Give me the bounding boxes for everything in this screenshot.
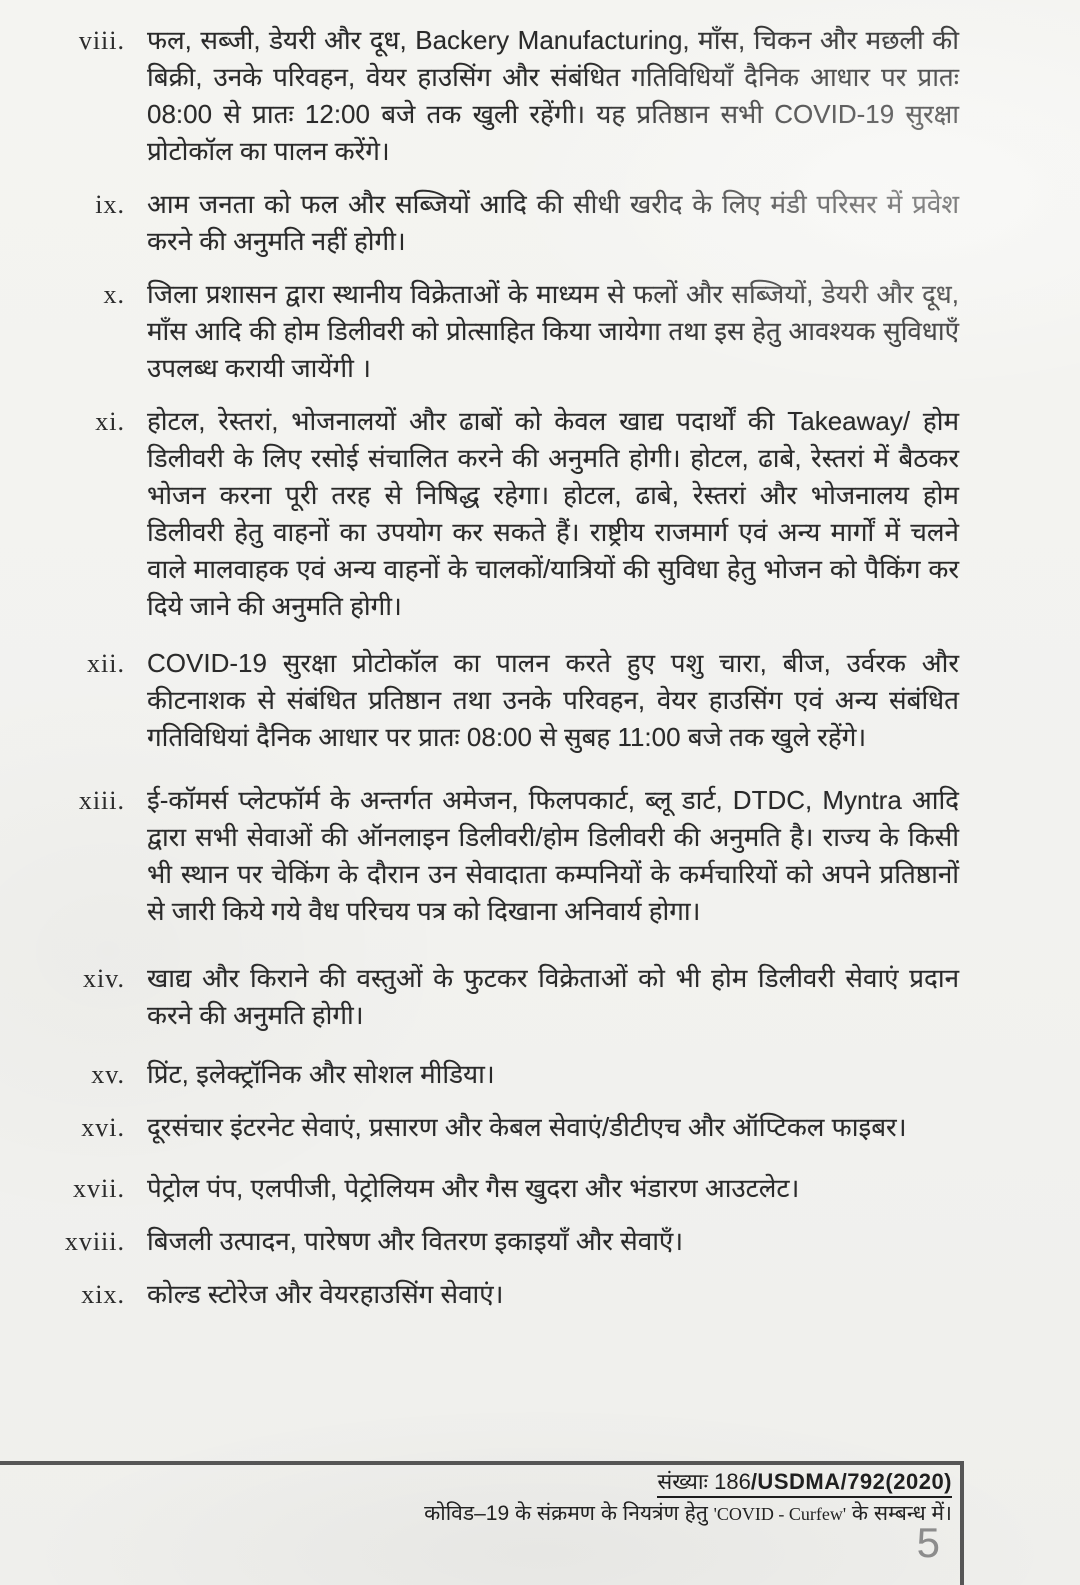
item-text: आम जनता को फल और सब्जियों आदि की सीधी खरीद के लिए मंडी परिसर में प्रवेश करने की अनुमति नहीं होगी। <box>147 189 959 256</box>
list-item <box>0 186 1080 260</box>
item-text: खाद्य और किराने की वस्तुओं के फुटकर विक्रेताओं को भी होम डिलीवरी सेवाएं प्रदान करने की अनुमति होगी। <box>147 963 959 1030</box>
list-item <box>0 1276 1080 1313</box>
list-item <box>0 22 1080 170</box>
item-number: xv. <box>91 1060 125 1089</box>
subject-latin: 'COVID - Curfew' <box>713 1504 847 1524</box>
item-number: xvi. <box>81 1113 125 1142</box>
footer-horizontal-rule <box>0 1461 962 1465</box>
footer-subject <box>192 1500 952 1528</box>
reference-number <box>192 1469 952 1498</box>
item-text: पेट्रोल पंप, एलपीजी, पेट्रोलियम और गैस खुदरा और भंडारण आउटलेट। <box>147 1173 800 1203</box>
item-number: xix. <box>81 1280 125 1309</box>
item-text: होटल, रेस्तरां, भोजनालयों और ढाबों को केवल खाद्य पदार्थों की Takeaway/ होम डिलीवरी के लिए रसोई संचालित करने की अनुमति होगी। होटल, ढाबे, रेस्तरां में बैठकर भोजन करना पूरी तरह से निषिद्ध रहेगा। होटल, ढाबे, रेस्तरां और भोजनालय होम डिलीवरी हेतु वाहनों का उपयोग कर सकते हैं। राष्ट्रीय राजमार्ग एवं अन्य मार्गों में चलने वाले मालवाहक एवं अन्य वाहनों के चालकों/यात्रियों की सुविधा हेतु भोजन को पैकिंग कर दिये जाने की अनुमति होगी। <box>147 406 959 621</box>
reference-bold: /USDMA/792(2020) <box>750 1469 952 1494</box>
item-text: ई-कॉमर्स प्लेटफॉर्म के अन्तर्गत अमेजन, फिलपकार्ट, ब्लू डार्ट, DTDC, Myntra आदि द्वारा सभी सेवाओं की ऑनलाइन डिलीवरी/होम डिलीवरी की अनुमति है। राज्य के किसी भी स्थान पर चेकिंग के दौरान उन सेवादाता कम्पनियों के कर्मचारियों को अपने प्रतिष्ठानों से जारी किये गये वैध परिचय पत्र को दिखाना अनिवार्य होगा। <box>147 785 959 926</box>
item-number: xvii. <box>73 1174 125 1203</box>
item-number: ix. <box>95 190 125 219</box>
item-number: xiii. <box>78 786 125 815</box>
document-page <box>0 22 1080 1329</box>
list-item <box>0 276 1080 387</box>
footer-vertical-rule <box>960 1461 964 1585</box>
list-item <box>0 1056 1080 1093</box>
item-number: xi. <box>95 407 125 436</box>
list-item <box>0 960 1080 1034</box>
list-item <box>0 782 1080 930</box>
list-item <box>0 403 1080 625</box>
item-text: बिजली उत्पादन, पारेषण और वितरण इकाइयाँ और सेवाएँ। <box>147 1226 684 1256</box>
subject-pre: कोविड–19 के संक्रमण के नियत्रंण हेतु <box>424 1502 714 1525</box>
item-text: फल, सब्जी, डेयरी और दूध, Backery Manufacturing, माँस, चिकन और मछली की बिक्री, उनके परिवहन, वेयर हाउसिंग और संबंधित गतिविधियाँ दैनिक आधार पर प्रातः 08:00 से प्रातः 12:00 बजे तक खुली रहेंगी। यह प्रतिष्ठान सभी COVID-19 सुरक्षा प्रोटोकॉल का पालन करेंगे। <box>147 25 959 166</box>
list-item <box>0 1109 1080 1146</box>
item-number: x. <box>103 280 125 309</box>
list-item <box>0 645 1080 756</box>
item-text: दूरसंचार इंटरनेट सेवाएं, प्रसारण और केबल सेवाएं/डीटीएच और ऑप्टिकल फाइबर। <box>147 1112 907 1142</box>
list-item <box>0 1170 1080 1207</box>
item-number: viii. <box>78 26 125 55</box>
item-number: xii. <box>87 649 125 678</box>
item-text: जिला प्रशासन द्वारा स्थानीय विक्रेताओं के माध्यम से फलों और सब्जियों, डेयरी और दूध, माँस आदि की होम डिलीवरी को प्रोत्साहित किया जायेगा तथा इस हेतु आवश्यक सुविधाएँ उपलब्ध करायी जायेंगी । <box>147 279 959 383</box>
subject-post: के सम्बन्ध में। <box>846 1502 952 1525</box>
item-number: xiv. <box>82 964 125 993</box>
item-text: कोल्ड स्टोरेज और वेयरहाउसिंग सेवाएं। <box>147 1279 504 1309</box>
item-text: प्रिंट, इलेक्ट्रॉनिक और सोशल मीडिया। <box>147 1059 495 1089</box>
reference-prefix: संख्याः 186 <box>657 1469 751 1494</box>
footer <box>192 1469 952 1528</box>
item-text: COVID-19 सुरक्षा प्रोटोकॉल का पालन करते हुए पशु चारा, बीज, उर्वरक और कीटनाशक से संबंधित प्रतिष्ठान तथा उनके परिवहन, वेयर हाउसिंग एवं अन्य संबंधित गतिविधियां दैनिक आधार पर प्रातः 08:00 से सुबह 11:00 बजे तक खुले रहेंगे। <box>147 648 959 752</box>
list-item <box>0 1223 1080 1260</box>
item-number: xviii. <box>64 1227 125 1256</box>
page-number: 5 <box>916 1519 940 1566</box>
